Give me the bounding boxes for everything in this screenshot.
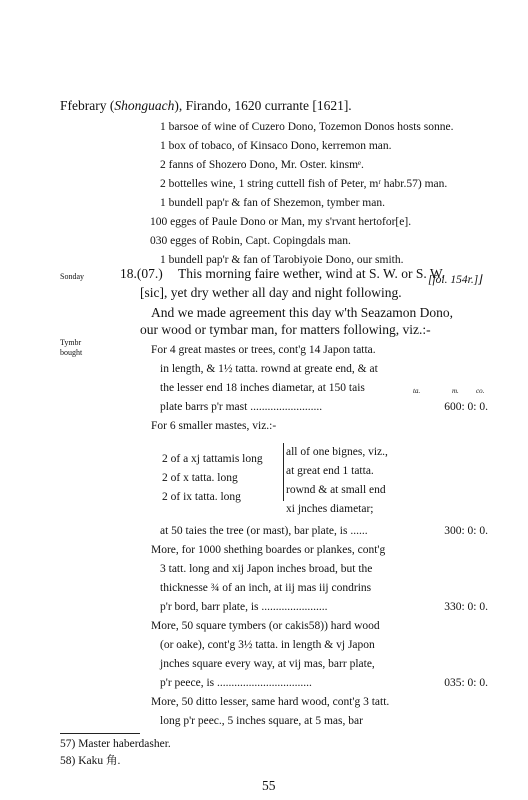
item-line: 2 of x tatta. long xyxy=(162,472,238,484)
column-head-ta: ta. xyxy=(413,387,421,395)
entry-date: 18.(07.) xyxy=(120,266,163,281)
item-line: More, for 1000 shething boardes or plankes, cont'g xyxy=(151,544,386,556)
footnote: 58) Kaku 角. xyxy=(60,755,121,767)
item-line: long p'r peec., 5 inches square, at 5 mas, bar xyxy=(160,715,363,727)
gift-line: 2 bottelles wine, 1 string cuttell fish of Peter, mʳ habr.57) man. xyxy=(160,178,448,190)
item-line: thicknesse ¾ of an inch, at iij mas iij condrins xyxy=(160,582,372,594)
item-line: jnches square every way, at vij mas, barr plate, xyxy=(160,658,375,670)
column-head-m: m. xyxy=(452,387,459,395)
item-line: xi jnches diametar; xyxy=(286,503,374,515)
item-line: p'r bord, barr plate, is ....................... xyxy=(160,601,328,613)
entry-line: And we made agreement this day w'th Seazamon Dono, xyxy=(151,305,453,320)
entry-line: our wood or tymbar man, for matters following, viz.:- xyxy=(140,322,431,337)
gift-line: 100 egges of Paule Dono or Man, my s'rvant hertofor[e]. xyxy=(150,216,412,228)
entry-line: [sic], yet dry wether all day and night following. xyxy=(140,285,402,300)
gift-line: 1 box of tobaco, of Kinsaco Dono, kerremon man. xyxy=(160,140,392,152)
brace xyxy=(283,443,284,501)
item-line: For 4 great mastes or trees, cont'g 14 Japon tatta. xyxy=(151,344,376,356)
entry-line: This morning faire wether, wind at S. W. or S. W. xyxy=(178,266,445,281)
item-line: p'r peece, is ................................. xyxy=(160,677,312,689)
page-heading: Ffebrary (Shonguach), Firando, 1620 currante [1621]. xyxy=(60,98,352,113)
gift-line: 1 barsoe of wine of Cuzero Dono, Tozemon Donos hosts sonne. xyxy=(160,121,454,133)
gift-line: 2 fanns of Shozero Dono, Mr. Oster. kinsmᵉ. xyxy=(160,159,364,171)
footnote: 57) Master haberdasher. xyxy=(60,738,171,750)
item-line: 3 tatt. long and xij Japon inches broad, but the xyxy=(160,563,373,575)
margin-note-bought: bought xyxy=(60,348,83,357)
margin-note-tymbr: Tymbr xyxy=(60,338,82,347)
footnote-rule xyxy=(60,733,140,734)
gift-line: 030 egges of Robin, Capt. Copingdals man. xyxy=(150,235,351,247)
folio-reference: [fol. 154r.]⌋ xyxy=(428,274,483,286)
item-line: the lesser end 18 inches diametar, at 150 tais xyxy=(160,382,365,394)
amount-value: 600: 0: 0. xyxy=(444,401,488,413)
gift-line: 1 bundell pap'r & fan of Shezemon, tymber man. xyxy=(160,197,385,209)
item-line: More, 50 square tymbers (or cakis58)) hard wood xyxy=(151,620,380,632)
item-line: at 50 taies the tree (or mast), bar plate, is ...... xyxy=(160,525,368,537)
item-line: 2 of ix tatta. long xyxy=(162,491,241,503)
page-number: 55 xyxy=(262,778,276,793)
item-line: at great end 1 tatta. xyxy=(286,465,374,477)
item-line: all of one bignes, viz., xyxy=(286,446,388,458)
column-head-co: co. xyxy=(476,387,485,395)
item-line: rownd & at small end xyxy=(286,484,386,496)
amount-value: 300: 0: 0. xyxy=(444,525,488,537)
item-line: For 6 smaller mastes, viz.:- xyxy=(151,420,277,432)
item-line: (or oake), cont'g 3½ tatta. in length & vj Japon xyxy=(160,639,375,651)
gift-line: 1 bundell pap'r & fan of Tarobiyoie Dono, our smith. xyxy=(160,254,404,266)
item-line: plate barrs p'r mast ......................... xyxy=(160,401,323,413)
item-line: More, 50 ditto lesser, same hard wood, cont'g 3 tatt. xyxy=(151,696,390,708)
amount-value: 035: 0: 0. xyxy=(444,677,488,689)
amount-value: 330: 0: 0. xyxy=(444,601,488,613)
margin-note-sonday: Sonday xyxy=(60,272,84,281)
item-line: 2 of a xj tattamis long xyxy=(162,453,263,465)
item-line: in length, & 1½ tatta. rownd at greate end, & at xyxy=(160,363,378,375)
